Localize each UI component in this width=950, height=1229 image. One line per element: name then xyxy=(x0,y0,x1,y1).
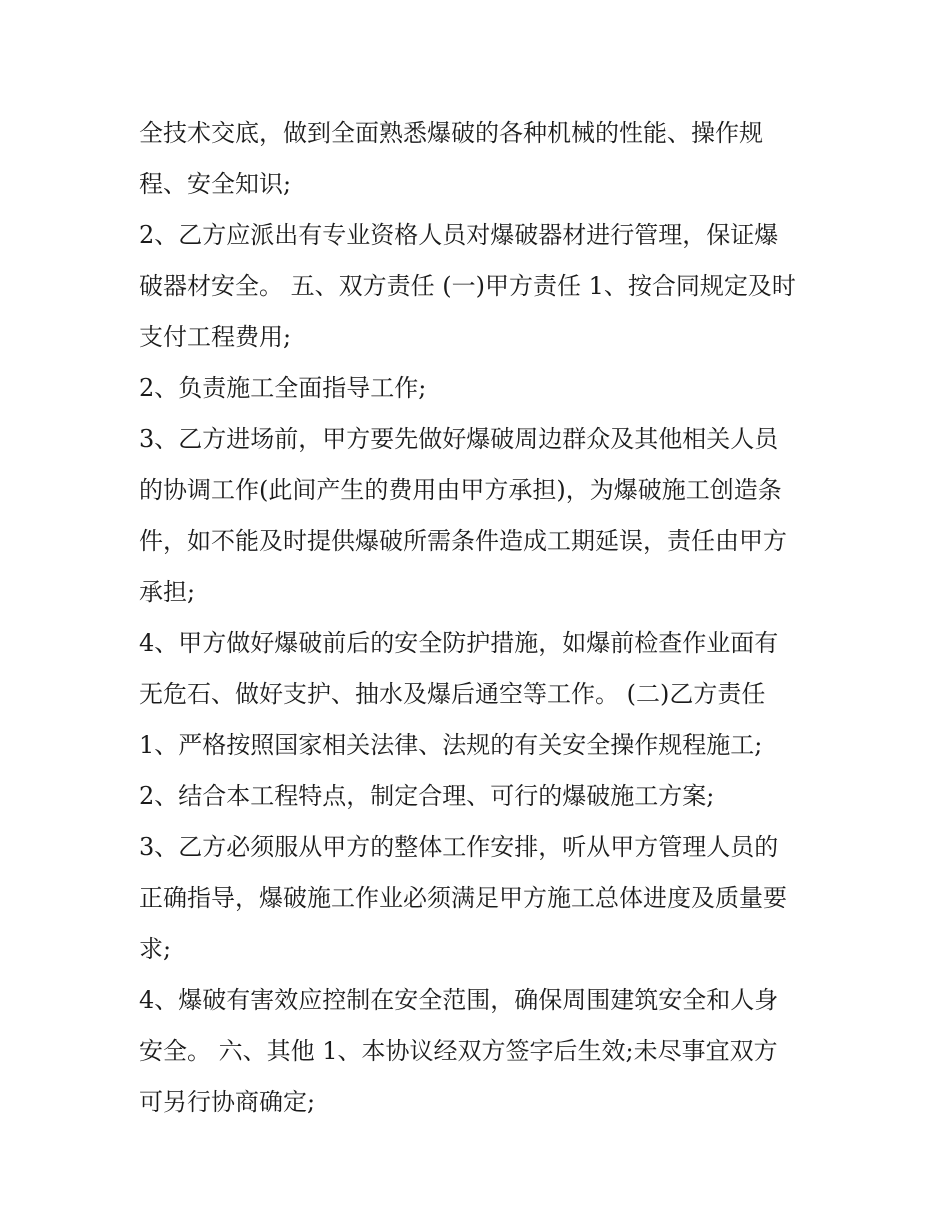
text-line: 破器材安全。 五、双方责任 (一)甲方责任 1、按合同规定及时 xyxy=(139,272,796,300)
text-line: 的协调工作(此间产生的费用由甲方承担)，为爆破施工创造条 xyxy=(139,476,782,504)
text-line: 正确指导，爆破施工作业必须满足甲方施工总体进度及质量要 xyxy=(139,884,787,912)
text-line: 2、负责施工全面指导工作; xyxy=(139,374,427,402)
text-line: 求; xyxy=(139,935,172,963)
text-line: 2、结合本工程特点，制定合理、可行的爆破施工方案; xyxy=(139,782,715,810)
text-line: 1、严格按照国家相关法律、法规的有关安全操作规程施工; xyxy=(139,731,763,759)
text-line: 程、安全知识; xyxy=(139,170,292,198)
text-line: 全技术交底，做到全面熟悉爆破的各种机械的性能、操作规 xyxy=(139,119,763,147)
text-line: 支付工程费用; xyxy=(139,323,292,351)
text-line: 可另行协商确定; xyxy=(139,1088,316,1116)
text-line: 2、乙方应派出有专业资格人员对爆破器材进行管理，保证爆 xyxy=(139,221,779,249)
text-line: 无危石、做好支护、抽水及爆后通空等工作。 (二)乙方责任 xyxy=(139,680,766,708)
text-line: 4、甲方做好爆破前后的安全防护措施，如爆前检查作业面有 xyxy=(139,629,779,657)
document-body xyxy=(139,108,819,1128)
text-line: 承担; xyxy=(139,578,196,606)
text-line: 件，如不能及时提供爆破所需条件造成工期延误，责任由甲方 xyxy=(139,527,787,555)
text-line: 3、乙方必须服从甲方的整体工作安排，听从甲方管理人员的 xyxy=(139,833,779,861)
text-line: 安全。 六、其他 1、本协议经双方签字后生效;未尽事宜双方 xyxy=(139,1037,778,1065)
text-line: 3、乙方进场前，甲方要先做好爆破周边群众及其他相关人员 xyxy=(139,425,779,453)
text-line: 4、爆破有害效应控制在安全范围，确保周围建筑安全和人身 xyxy=(139,986,779,1014)
